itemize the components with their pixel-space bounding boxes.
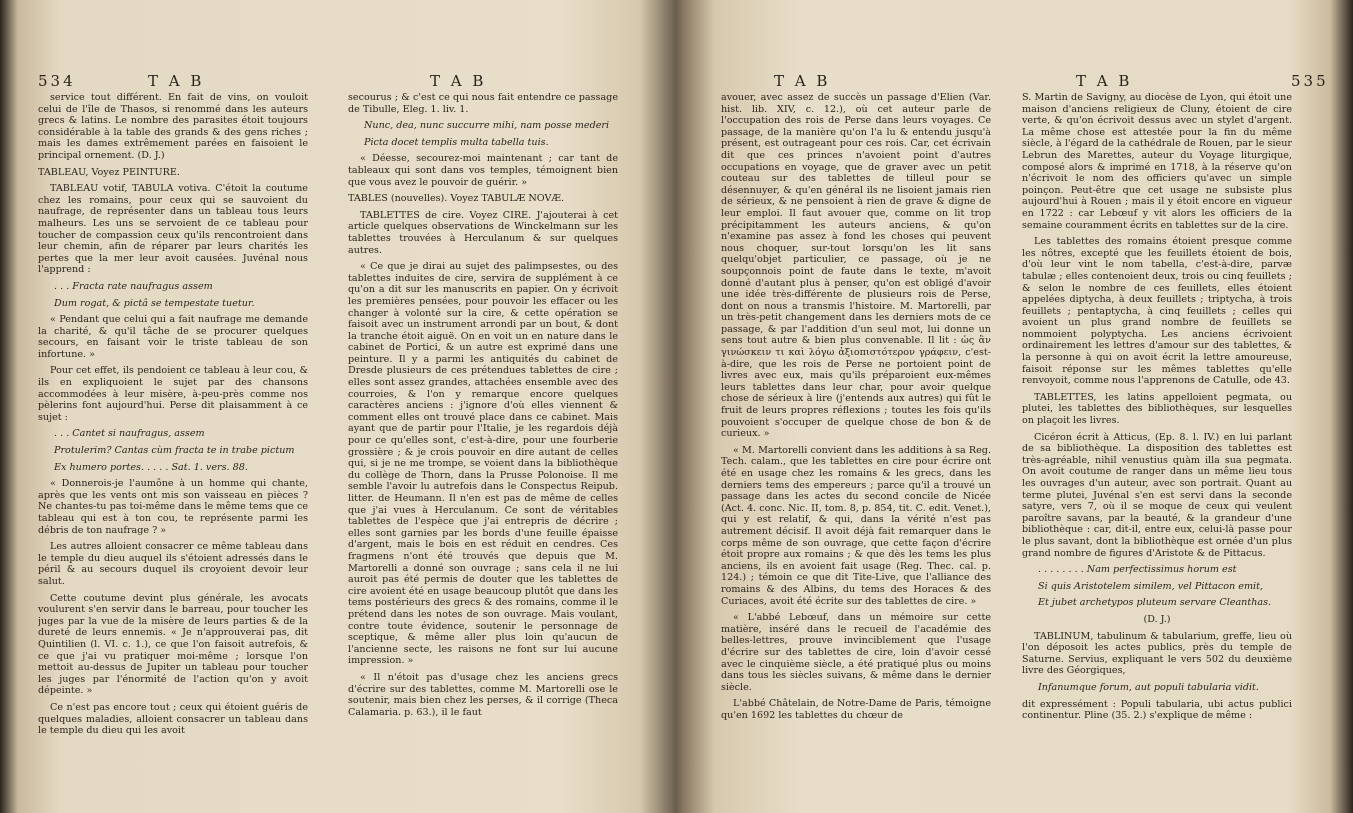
paragraph: secourus ; & c'est ce qui nous fait entendre ce passage de Tibulle, Eleg. 1. liv. 1.: [348, 92, 618, 115]
left-running-head-1: T A B: [148, 72, 205, 90]
paragraph: L'abbé Châtelain, de Notre-Dame de Paris, témoigne qu'en 1692 les tablettes du chœur de: [721, 698, 991, 721]
right-page-number: 535: [1291, 72, 1329, 90]
paragraph: Les tablettes des romains étoient presque comme les nôtres, excepté que les feuillets étoient de bois, d'où leur vint le nom tabella, c'est-à-dire, parvæ tabulæ ; elles contenoient deux, trois ou cinq feuillets ; & selon le nombre de ces feuillets, elles étoient appelées diptycha, à deux feuillets ; triptycha, à trois feuillets ; pentaptycha, à cinq feuillets ; celles qui avoient un plus grand nombre de feuillets se nommoient polyptycha. Les anciens écrivoient ordinairement les lettres d'amour sur des tablettes, & la personne à qui on avoit écrit la lettre amoureuse, faisoit réponse sur les mêmes tablettes qu'elle renvoyoit, comme nous l'apprenons de Catulle, ode 43.: [1022, 236, 1292, 387]
paragraph: TABLEAU votif, TABULA votiva. C'étoit la coutume chez les romains, pour ceux qui se sauvoient du naufrage, de représenter dans un tableau tous leurs malheurs. Les uns se servoient de ce tableau pour toucher de compassion ceux qu'ils rencontroient dans leur chemin, afin de réparer par leurs charités les pertes que la mer leur avoit causées. Juvénal nous l'apprend :: [38, 183, 308, 276]
right-running-head-1: T A B: [774, 72, 831, 90]
paragraph: « Déesse, secourez-moi maintenant ; car tant de tableaux qui sont dans vos temples, témoignent bien que vous avez le pouvoir de guérir. »: [348, 153, 618, 188]
paragraph: « Il n'étoit pas d'usage chez les anciens grecs d'écrire sur des tablettes, comme M. Martorelli ose le soutenir, mais bien chez les perses, & il corrige (Theca Calamaria. p. 63.), il le faut: [348, 671, 618, 718]
paragraph: « Donnerois-je l'aumône à un homme qui chante, après que les vents ont mis son vaisseau en pièces ? Ne chantes-tu pas toi-même dans le même tems que ce tableau qui est à ton cou, te représente parmi les débris de ton naufrage ? »: [38, 478, 308, 536]
left-page: [0, 0, 676, 813]
verse-line: Dum rogat, & pictâ se tempestate tuetur.: [54, 297, 255, 309]
verse-line: . . . Fracta rate naufragus assem: [54, 280, 213, 292]
signature-initials: (D. J.): [1143, 613, 1171, 625]
verse-line: Nunc, dea, nunc succurre mihi, nam posse mederi: [364, 120, 610, 132]
paragraph: Les autres alloient consacrer ce même tableau dans le temple du dieu auquel ils s'étoient adressés dans le péril & au secours duquel ils croyoient devoir leur salut.: [38, 541, 308, 587]
right-page: [676, 0, 1353, 813]
left-column-2: [348, 92, 618, 792]
paragraph: « L'abbé Lebœuf, dans un mémoire sur cette matière, inséré dans le recueil de l'académie des belles-lettres, prouve invinciblement que l'usage d'écrire sur des tablettes de cire, loin d'avoir cessé avec le cinquième siècle, a été pratiqué plus ou moins dans tous les siècles suivans, & même dans le dernier siècle.: [721, 612, 991, 693]
paragraph: « M. Martorelli convient dans les additions à sa Reg. Tech. calam., que les tablettes en cire pour écrire ont été en usage chez les romains & les grecs, dans les derniers tems des empereurs ; parce qu'il a trouvé un passage dans les actes du second concile de Nicée (Act. 4. conc. Nic. II, tom. 8, p. 854, tit. C. edit. Venet.), qui y est relatif, & qui, dans la vérité n'est pas autrement décisif. Il avoit déjà fait remarquer dans le corps même de son ouvrage, que cette façon d'écrire étoit propre aux romains ; & que dès les tems les plus anciens, ils en avoient fait usage (Reg. Thec. cal. p. 124.) ; témoin ce que dit Tite-Live, que l'alliance des romains & des Albins, du tems des Horaces & des Curiaces, avoit été écrite sur des tablettes de cire. »: [721, 444, 991, 607]
paragraph: S. Martin de Savigny, au diocèse de Lyon, qui étoit une maison d'anciens religieux de Cluny, étoient de cire verte, & qu'on écrivoit dessus avec un stylet d'argent. La même chose est attestée pour la fin du même siècle, à l'égard de la cathédrale de Rouen, par le sieur Lebrun des Marettes, auteur du Voyage liturgique, composé alors & imprimé en 1718, à la réserve qu'on n'écrivoit le nom des officiers qu'avec un simple poinçon. Peut-être que cet usage ne subsiste plus aujourd'hui à Rouen ; mais il y étoit encore en vigueur en 1722 : car Lebœuf y vit alors les officiers de la semaine couramment écrits en tablettes sur de la cire.: [1022, 92, 1292, 231]
paragraph: Cette coutume devint plus générale, les avocats voulurent s'en servir dans le barreau, pour toucher les juges par la vue de la misère de leurs parties & de la dureté de leurs ennemis. « Je n'approuverai pas, dit Quintilien (l. VI. c. 1.), ce que l'on faisoit autrefois, & ce que j'ai vu pratiquer moi-même ; lorsque l'on mettoit au-dessus de Jupiter un tableau pour toucher les juges par l'énormité de l'action qu'on y avoit dépeinte. »: [38, 592, 308, 697]
paragraph: Ce n'est pas encore tout ; ceux qui étoient guéris de quelques maladies, alloient consacrer un tableau dans le temple du dieu qui les avoit: [38, 701, 308, 737]
verse-line: Picta docet templis multa tabella tuis.: [364, 136, 549, 148]
left-column-1: [38, 92, 308, 792]
verse-line: Si quis Aristotelem similem, vel Pittacon emit,: [1038, 580, 1264, 592]
paragraph: dit expressément : Populi tabularia, ubi actus publici continentur. Pline (35. 2.) s'explique de même :: [1022, 698, 1292, 722]
paragraph: Pour cet effet, ils pendoient ce tableau à leur cou, & ils en expliquoient le sujet par des chansons accommodées à leur misère, à-peu-près comme nos pèlerins font aujourd'hui. Perse dit plaisamment à ce sujet :: [38, 365, 308, 423]
paragraph: TABLINUM, tabulinum & tabularium, greffe, lieu où l'on déposoit les actes publics, près du temple de Saturne. Servius, expliquant le vers 502 du deuxième livre des Géorgiques,: [1022, 630, 1292, 677]
verse-line: . . . . . . . . Nam perfectissimus horum est: [1038, 564, 1237, 576]
verse-line: Protulerim? Cantas cùm fracta te in trabe pictum: [54, 445, 295, 457]
paragraph: Cicéron écrit à Atticus, (Ep. 8. l. IV.) en lui parlant de sa bibliothèque. La disposition des tablettes est très-agréable, nihil venustius quàm illa sua pegmata. On avoit coutume de ranger dans un même lieu tous les ouvrages d'un auteur, avec son portrait. Quant au terme plutei, Juvénal s'en est servi dans la seconde satyre, vers 7, où il se moque de ceux qui veulent paroître savans, par la beauté, & la grandeur d'une bibliothèque : car, dit-il, entre eux, celui-là passe pour le plus savant, dont la bibliothèque est ornée d'un plus grand nombre de figures d'Aristote & de Pittacus.: [1022, 431, 1292, 559]
verse-line: Ex humero portes. . . . . Sat. 1. vers. 88.: [54, 461, 248, 473]
right-column-1: [721, 92, 991, 792]
right-column-2: [1022, 92, 1292, 792]
paragraph: TABLETTES, les latins appelloient pegmata, ou plutei, les tablettes des bibliothèques, sur lesquelles on plaçoit les livres.: [1022, 391, 1292, 427]
right-running-head-2: T A B: [1076, 72, 1133, 90]
entry-heading: TABLES (nouvelles). Voyez TABULÆ NOVÆ.: [348, 193, 565, 205]
verse-line: Infanumque forum, aut populi tabularia vidit.: [1038, 681, 1259, 693]
left-running-head-2: T A B: [430, 72, 487, 90]
paragraph: avouer, avec assez de succès un passage d'Elien (Var. hist. lib. XIV, c. 12.), où cet auteur parle de l'occupation des rois de Perse dans leurs voyages. Ce passage, de la manière qu'on l'a lu & entendu jusqu'à présent, est outrageant pour ces rois. Car, cet écrivain dit que ces princes n'avoient point d'autres occupations en voyage, que de graver avec un petit couteau sur des tablettes de tilleul pour se désennuyer, & qu'en général ils ne lisoient jamais rien de sérieux, & ne pensoient à rien de grave & digne de leur emploi. Il faut avouer que, comme on lit trop précipitamment les auteurs anciens, & qu'on n'examine pas assez à fond les choses qui peuvent nous choquer, sur-tout lorsqu'on les lit sans quelqu'objet particulier, ce passage, où je ne soupçonnois point de faute dans le texte, m'avoit donné d'autant plus à penser, qu'on est obligé d'avoir une idée très-différente de plusieurs rois de Perse, dont on nous a transmis l'histoire. M. Martorelli, par un très-petit changement dans les derniers mots de ce passage, & par l'addition d'un seul mot, lui donne un sens tout autre & bien plus convenable. Il lit : ὡς ἂν γινώσκειν τι καὶ λόγω ἀξιοπιστότερον γράφειν, c'est-à-dire, que les rois de Perse ne portoient point de livres avec eux, mais qu'ils préparoient eux-mêmes leurs tablettes dans leur char, pour avoir quelque chose de sérieux à lire (j'entends aux autres) qui fût le fruit de leurs propres réflexions ; toutes les fois qu'ils pouvoient s'occuper de quelque chose de bon & de curieux. »: [721, 92, 991, 440]
paragraph: « Ce que je dirai au sujet des palimpsestes, ou des tablettes induites de cire, servira de supplément à ce qu'on a dit sur les manuscrits en papier. On y écrivoit les premières pensées, pour pouvoir les effacer ou les changer à volonté sur la cire, & cette opération se faisoit avec un instrument arrondi par un bout, & dont la tranche étoit aiguë. On en voit un en nature dans le cabinet de Portici, & un autre est exprimé dans une peinture. Il y a parmi les antiquités du cabinet de Dresde plusieurs de ces prétendues tablettes de cire ; elles sont assez grandes, attachées ensemble avec des courroies, & l'on y remarque encore quelques caractères anciens : j'ignore d'où elles viennent & comment elles ont trouvé place dans ce cabinet. Mais ayant que de partir pour l'Italie, je les regardois déjà pour ce qu'elles sont, c'est-à-dire, pour une fourberie grossière ; & je crois pouvoir en dire autant de celles qui, si je ne me trompe, se voient dans la bibliothèque du collège de Thorn, dans la Prusse Polonoise. Il me semble l'avoir lu autrefois dans le Conspectus Reipub. litter. de Heumann. Il n'en est pas de même de celles que j'ai vues à Herculanum. Ce sont de véritables tablettes de l'espèce que j'ai entrepris de décrire ; elles sont garnies par les bords d'une feuille épaisse d'argent, mais le bois en est réduit en cendres. Ces fragmens n'ont été trouvés que depuis que M. Martorelli a donné son ouvrage ; sans cela il ne lui auroit pas été permis de douter que les tablettes de cire avoient été en usage beaucoup plutôt que dans les tems postérieurs des grecs & des romains, comme il le prétend dans les notes de son ouvrage. Mais voulant, contre toute évidence, soutenir le personnage de sceptique, & même aller plus loin qu'aucun de l'ancienne secte, les raisons ne font sur lui aucune impression. »: [348, 261, 618, 667]
paragraph: service tout différent. En fait de vins, on vouloit celui de l'île de Thasos, si renommé dans les auteurs grecs & latins. Le nombre des parasites étoit toujours considérable à la table des grands & des gens riches ; mais les dames extrêmement parées en faisoient le principal ornement. (D. J.): [38, 92, 308, 161]
left-page-number: 534: [38, 72, 76, 90]
paragraph: « Pendant que celui qui a fait naufrage me demande la charité, & qu'il tâche de se procurer quelques secours, en faisant voir le triste tableau de son infortune. »: [38, 314, 308, 360]
paragraph: TABLETTES de cire. Voyez CIRE. J'ajouterai à cet article quelques observations de Winckelmann sur les tablettes trouvées à Herculanum & sur quelques autres.: [348, 209, 618, 256]
verse-line: . . . Cantet si naufragus, assem: [54, 428, 205, 440]
verse-line: Et jubet archetypos pluteum servare Cleanthas.: [1038, 597, 1272, 609]
entry-heading: TABLEAU, Voyez PEINTURE.: [38, 166, 180, 178]
